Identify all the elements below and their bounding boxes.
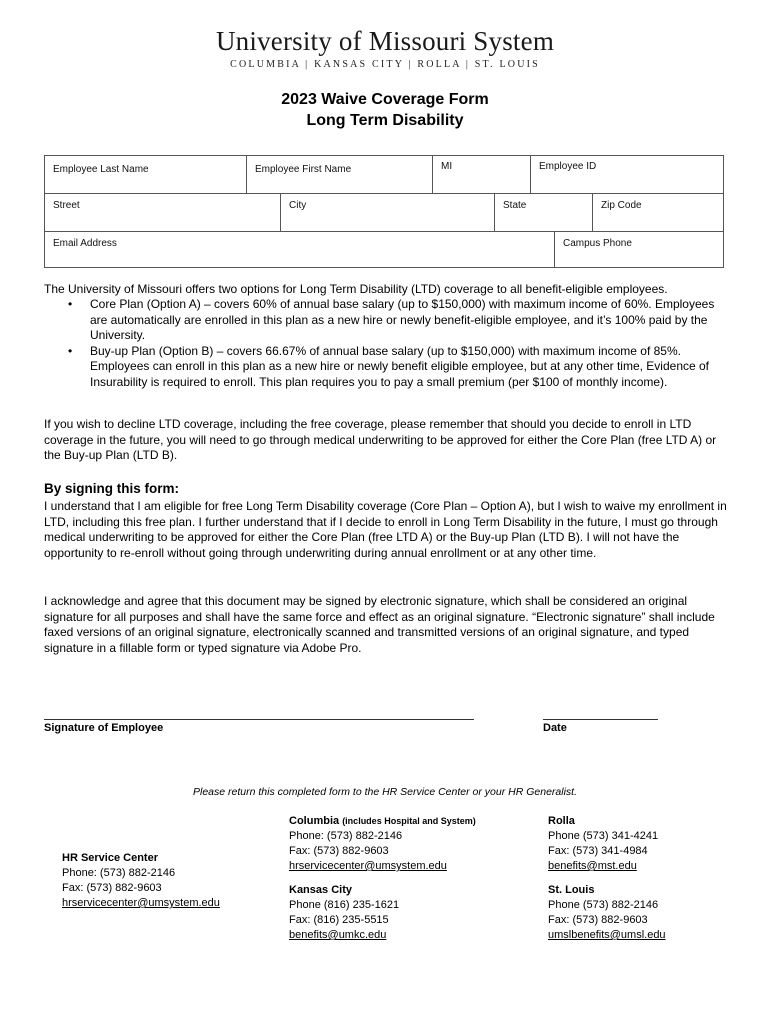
st-louis-phone: Phone (573) 882-2146 — [548, 899, 659, 911]
contact-columbia — [289, 814, 476, 874]
city-label: City — [289, 200, 307, 211]
kansas-city-email-link[interactable]: benefits@umkc.edu — [289, 929, 387, 941]
zip-code-label: Zip Code — [601, 200, 642, 211]
org-logo-title: University of Missouri System — [215, 26, 555, 56]
hr-fax: Fax: (573) 882-9603 — [62, 882, 162, 894]
decline-text: If you wish to decline LTD coverage, including the free coverage, please remember that should you decide to enroll in LTD coverage in the future, you will need to go through medical underwriting to be approved for either the Core Plan (free LTD A) or the Buy-up Plan (LTD B). — [44, 417, 717, 462]
contact-kansas-city — [289, 883, 399, 943]
st-louis-email-link[interactable]: umslbenefits@umsl.edu — [548, 929, 666, 941]
signature-line[interactable] — [44, 719, 474, 720]
first-name-field[interactable] — [247, 156, 433, 194]
columbia-name: Columbia — [289, 815, 340, 827]
plan-buyup: • Buy-up Plan (Option B) – covers 66.67% of annual base salary (up to $150,000) with maximum income of 85%. Employees can enroll in this plan as a new hire or newly benefit eligible employee, but at any other time, Evidence of Insurability is required to enroll. This plan requires you to pay a small premium (per $100 of monthly income). — [44, 344, 724, 391]
form-title — [0, 89, 770, 131]
state-field[interactable] — [495, 194, 593, 232]
email-field[interactable] — [45, 232, 555, 267]
contact-st-louis — [548, 883, 666, 943]
state-label: State — [503, 200, 527, 211]
understand-text: I understand that I am eligible for free Long Term Disability coverage (Core Plan – Option A), but I wish to waive my enrollment in LTD, including this free plan. I further understand that if I decide to enroll in Long Term Disability in the future, I must go through medical underwriting to be approved for either the Core Plan (free LTD A) or the Buy-up Plan (LTD B). I will not have the opportunity to re-enroll without going through underwriting during annual enrollment or at any other time. — [44, 499, 727, 560]
contact-rolla — [548, 814, 658, 874]
last-name-label: Employee Last Name — [53, 164, 149, 175]
intro-text: The University of Missouri offers two options for Long Term Disability (LTD) coverage to all benefit-eligible employees. — [44, 282, 668, 296]
rolla-email-link[interactable]: benefits@mst.edu — [548, 860, 637, 872]
kansas-city-name: Kansas City — [289, 884, 352, 896]
employee-info-table — [44, 155, 724, 268]
st-louis-fax: Fax: (573) 882-9603 — [548, 914, 648, 926]
hr-phone: Phone: (573) 882-2146 — [62, 867, 176, 879]
return-note: Please return this completed form to the HR Service Center or your HR Generalist. — [193, 786, 577, 798]
columbia-fax: Fax: (573) 882-9603 — [289, 845, 389, 857]
plan-list — [44, 297, 724, 390]
campus-phone-field[interactable] — [555, 232, 723, 267]
first-name-label: Employee First Name — [255, 164, 352, 175]
columbia-note: (includes Hospital and System) — [342, 816, 476, 826]
signature-label: Signature of Employee — [44, 722, 164, 734]
campus-phone-label: Campus Phone — [563, 238, 632, 249]
rolla-fax: Fax: (573) 341-4984 — [548, 845, 648, 857]
org-campuses: COLUMBIA | KANSAS CITY | ROLLA | ST. LOUIS — [230, 59, 540, 70]
kansas-city-phone: Phone (816) 235-1621 — [289, 899, 400, 911]
form-title-line1: 2023 Waive Coverage Form — [281, 91, 489, 108]
email-label: Email Address — [53, 238, 117, 249]
rolla-name: Rolla — [548, 815, 575, 827]
street-field[interactable] — [45, 194, 281, 232]
st-louis-name: St. Louis — [548, 884, 595, 896]
zip-code-field[interactable] — [593, 194, 723, 232]
columbia-email-link[interactable]: hrservicecenter@umsystem.edu — [289, 860, 447, 872]
date-line[interactable] — [543, 719, 658, 720]
mi-field[interactable] — [433, 156, 531, 194]
street-label: Street — [53, 200, 80, 211]
employee-id-field[interactable] — [531, 156, 723, 194]
kansas-city-fax: Fax: (816) 235-5515 — [289, 914, 389, 926]
hr-email-link[interactable]: hrservicecenter@umsystem.edu — [62, 897, 220, 909]
rolla-phone: Phone (573) 341-4241 — [548, 830, 659, 842]
contact-hr-service-center — [62, 851, 220, 911]
city-field[interactable] — [281, 194, 495, 232]
last-name-field[interactable] — [45, 156, 247, 194]
acknowledge-text: I acknowledge and agree that this document may be signed by electronic signature, which shall be considered an original signature for all purposes and shall have the same force and effect as an original signature. “Electronic signature” shall include faxed versions of an original signature, electronically scanned and transmitted versions of an original signature, and typed signature in a fillable form or typed signature via Adobe Pro. — [44, 594, 715, 655]
plan-core: • Core Plan (Option A) – covers 60% of annual base salary (up to $150,000) with maximum income of 60%. Employees are automatically are enrolled in this plan as a new hire or newly benefit-eligible employee, and it’s 100% paid by the University. — [44, 297, 724, 344]
mi-label: MI — [441, 161, 453, 172]
signing-heading: By signing this form: — [44, 481, 179, 496]
columbia-phone: Phone: (573) 882-2146 — [289, 830, 403, 842]
hr-name: HR Service Center — [62, 852, 158, 864]
form-title-line2: Long Term Disability — [306, 112, 464, 129]
date-label: Date — [543, 722, 567, 734]
employee-id-label: Employee ID — [539, 161, 597, 172]
